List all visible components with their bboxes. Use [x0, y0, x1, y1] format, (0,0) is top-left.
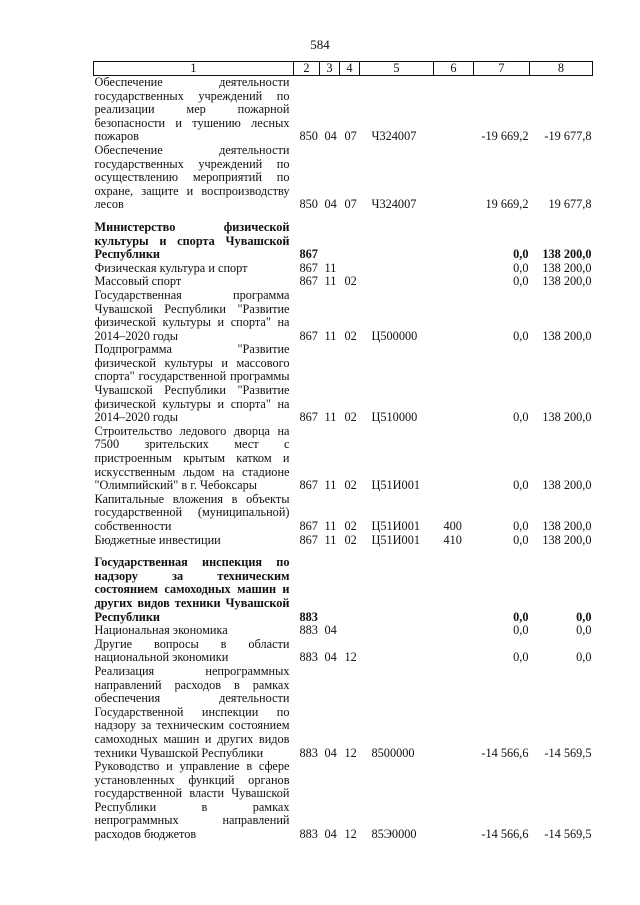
target-article-code [360, 556, 434, 624]
subsection-code: 02 [344, 274, 357, 289]
expense-type-code [434, 289, 474, 343]
subsection-code [340, 221, 360, 262]
amount-year-2: 0,0 [576, 650, 592, 665]
section-code: 11 [324, 260, 337, 275]
amount-year-2: -19 677,8 [544, 129, 592, 144]
section-code: 04 [324, 827, 337, 842]
subsection-code: 12 [344, 650, 357, 665]
section-code: 11 [324, 328, 337, 343]
column-header: 1 [94, 62, 294, 76]
table-row [94, 493, 593, 534]
section-code: 11 [324, 410, 337, 425]
admin-code: 883 [299, 650, 318, 665]
section-code: 11 [324, 274, 337, 289]
column-header: 2 [294, 62, 320, 76]
table-row [94, 289, 593, 343]
column-header: 8 [530, 62, 593, 76]
table-row [94, 275, 593, 289]
expense-type-code [434, 343, 474, 425]
admin-code: 850 [299, 129, 318, 144]
amount-year-1: 0,0 [513, 247, 529, 262]
expense-type-code [434, 425, 474, 493]
target-article-code [360, 638, 434, 665]
table-row [94, 76, 593, 144]
row-name: Обеспечение деятельности государственных учреждений по осуществлению мероприятий по охране, защите и воспроизводству лесов [94, 142, 290, 212]
admin-code: 850 [299, 197, 318, 212]
subsection-code: 02 [344, 328, 357, 343]
section-code: 04 [324, 129, 337, 144]
admin-code: 883 [299, 623, 318, 638]
budget-table [93, 61, 593, 842]
expense-type-code [434, 665, 474, 760]
subsection-code [340, 262, 360, 276]
table-row [94, 665, 593, 760]
amount-year-2: 138 200,0 [542, 410, 592, 425]
expense-type-code [434, 144, 474, 212]
table-row [94, 221, 593, 262]
subsection-code: 02 [344, 478, 357, 493]
amount-year-1: 0,0 [513, 532, 529, 547]
row-name: Реализация непрограммных направлений расходов в рамках обеспечения деятельности Государственной инспекции по надзору за техническим состоянием самоходных машин и других видов техники Чувашской Республики [94, 663, 290, 760]
amount-year-1: 0,0 [513, 609, 529, 624]
target-article-code: Ц500000 [371, 328, 418, 343]
row-name: Бюджетные инвестиции [94, 532, 221, 547]
row-name: Руководство и управление в сфере установленных функций органов государственной власти Чувашской Республики в рамках непрограммных направлений расходов бюджетов [94, 759, 290, 842]
amount-year-2: 138 200,0 [542, 260, 592, 275]
table-row [94, 638, 593, 665]
subsection-code: 02 [344, 410, 357, 425]
column-header: 5 [360, 62, 434, 76]
target-article-code [360, 624, 434, 638]
column-header: 3 [320, 62, 340, 76]
subsection-code: 07 [344, 197, 357, 212]
expense-type-code [434, 638, 474, 665]
amount-year-2: 138 200,0 [542, 532, 592, 547]
table-row [94, 425, 593, 493]
admin-code: 867 [299, 478, 318, 493]
admin-code: 867 [299, 260, 318, 275]
amount-year-1: 0,0 [513, 328, 529, 343]
amount-year-1: -14 566,6 [481, 745, 529, 760]
expense-type-code [434, 76, 474, 144]
subsection-code: 12 [344, 745, 357, 760]
column-header: 7 [474, 62, 530, 76]
admin-code: 867 [299, 328, 318, 343]
amount-year-2: 0,0 [576, 609, 592, 624]
section-code: 11 [324, 519, 337, 533]
row-name: Министерство физической культуры и спорта Чувашской Республики [94, 219, 290, 262]
row-name: Обеспечение деятельности государственных учреждений по реализации мер пожарной безопасности и тушению лесных пожаров [94, 75, 290, 144]
expense-type-code [434, 221, 474, 262]
amount-year-1: 19 669,2 [485, 197, 529, 212]
row-name: Строительство ледового дворца на 7500 зрительских мест с пристроенным крытым катком и искусственным льдом на стадионе "Олимпийский" в г. Чебоксары [94, 423, 290, 493]
row-name: Массовый спорт [94, 274, 182, 289]
amount-year-1: 0,0 [513, 410, 529, 425]
admin-code: 867 [299, 532, 318, 547]
target-article-code: Ц51И001 [371, 532, 421, 547]
expense-type-code [434, 275, 474, 289]
target-article-code [360, 262, 434, 276]
amount-year-1: 0,0 [513, 650, 529, 665]
section-code: 11 [324, 532, 337, 547]
amount-year-1: 0,0 [513, 478, 529, 493]
table-row [94, 262, 593, 276]
target-article-code [360, 221, 434, 262]
expense-type-code: 400 [443, 519, 462, 533]
row-name: Государственная программа Чувашской Республики "Развитие физической культуры и спорта" на 2014–2020 годы [94, 287, 290, 343]
section-code: 04 [324, 197, 337, 212]
target-article-code: Ц51И001 [371, 519, 421, 533]
admin-code: 883 [299, 609, 318, 624]
amount-year-1: 0,0 [513, 519, 529, 533]
amount-year-2: 138 200,0 [542, 478, 592, 493]
section-code: 04 [324, 745, 337, 760]
row-name: Государственная инспекция по надзору за техническим состоянием самоходных машин и других видов техники Чувашской Республики [94, 555, 290, 624]
admin-code: 867 [299, 247, 318, 262]
table-row [94, 624, 593, 638]
table-row [94, 343, 593, 425]
expense-type-code [434, 624, 474, 638]
amount-year-2: 138 200,0 [542, 247, 592, 262]
row-name: Физическая культура и спорт [94, 260, 248, 275]
admin-code: 883 [299, 827, 318, 842]
subsection-code: 02 [344, 519, 357, 533]
expense-type-code [434, 262, 474, 276]
expense-type-code: 410 [443, 532, 462, 547]
target-article-code: Ч324007 [371, 197, 417, 212]
target-article-code: Ц510000 [371, 410, 418, 425]
amount-year-2: 19 677,8 [548, 197, 592, 212]
column-header: 4 [340, 62, 360, 76]
target-article-code: 85Э0000 [371, 827, 417, 842]
amount-year-2: -14 569,5 [544, 745, 592, 760]
admin-code: 867 [299, 410, 318, 425]
target-article-code: Ч324007 [371, 129, 417, 144]
table-row [94, 144, 593, 212]
amount-year-1: -19 669,2 [481, 129, 529, 144]
page-number: 584 [310, 37, 330, 52]
amount-year-2: 0,0 [576, 623, 592, 638]
target-article-code [360, 275, 434, 289]
subsection-code: 07 [344, 129, 357, 144]
amount-year-1: 0,0 [513, 274, 529, 289]
section-code [320, 221, 340, 262]
row-name: Подпрограмма "Развитие физической культуры и массового спорта" государственной программы Чувашской Республики "Развитие физической культуры и спорта" на 2014–2020 годы [94, 342, 290, 425]
row-name: Другие вопросы в области национальной экономики [94, 636, 290, 665]
amount-year-2: 138 200,0 [542, 274, 592, 289]
amount-year-2: -14 569,5 [544, 827, 592, 842]
table-body [94, 76, 593, 842]
table-row [94, 556, 593, 624]
section-code: 11 [324, 478, 337, 493]
amount-year-1: 0,0 [513, 623, 529, 638]
admin-code: 867 [299, 519, 318, 533]
section-code [320, 556, 340, 624]
column-header: 6 [434, 62, 474, 76]
amount-year-1: -14 566,6 [481, 827, 529, 842]
row-name: Национальная экономика [94, 623, 228, 638]
expense-type-code [434, 556, 474, 624]
admin-code: 883 [299, 745, 318, 760]
target-article-code: 8500000 [371, 745, 415, 760]
amount-year-2: 138 200,0 [542, 519, 592, 533]
column-number-row [94, 62, 593, 76]
table-row [94, 534, 593, 548]
section-code: 04 [324, 650, 337, 665]
admin-code: 867 [299, 274, 318, 289]
expense-type-code [434, 760, 474, 842]
section-code: 04 [324, 623, 337, 638]
table-row [94, 760, 593, 842]
subsection-code [340, 624, 360, 638]
row-name: Капитальные вложения в объекты государственной (муниципальной) собственности [94, 491, 290, 533]
amount-year-1: 0,0 [513, 260, 529, 275]
amount-year-2: 138 200,0 [542, 328, 592, 343]
subsection-code: 12 [344, 827, 357, 842]
subsection-code [340, 556, 360, 624]
subsection-code: 02 [344, 532, 357, 547]
target-article-code: Ц51И001 [371, 478, 421, 493]
